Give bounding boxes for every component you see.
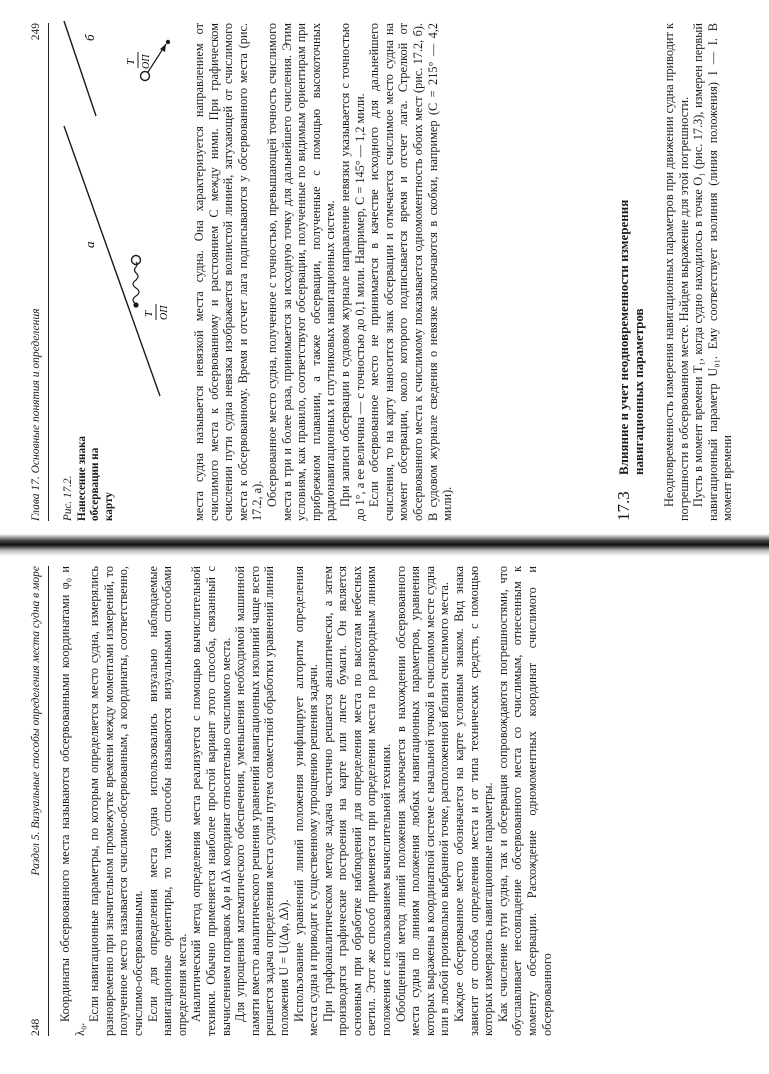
paragraph: Обобщенный метод линий положения заключается в нахождении обсервованного места судна по линиям положения любых навигационных параметров, уравнения которых выражены в координатной системе с начальной точкой в счислимом месте судна или в любой произвольно выбранной точке, расположенной вблизи счислимого места.	[393, 566, 452, 1036]
paragraph: Если обсервованное место не принимается в качестве исходного для дальнейшего счисления, то на карту наносится знак обсервации и отмечается счислимое место судна на момент обсервации, около которого подписывается время и отсчет лага. Стрелкой от обсервованного места к счислимому показывается одномоментность обоих мест (рис. 17.2, б). В судовом журнале сведения о невязке заключаются в скобки, например (C = 215° — 4,2 мили).	[367, 23, 455, 521]
figure-caption-number: Рис. 17.2.	[62, 475, 74, 521]
left-body-text	[58, 566, 554, 1036]
section-title: Влияние и учет неодновременности измерения навигационных параметров	[616, 199, 646, 475]
section-number: 17.3	[614, 491, 633, 521]
paragraph: Обсервованное место судна, полученное с точностью, превышающей точность счислимого места в три и более раза, принимается за исходную точку для дальнейшего счисления. Этим условиям, как правило, соответствуют обсервации, полученные по видимым ориентирам при прибрежном плавании, а также обсервации, полученные с помощью высокоточных радионавигационных и спутниковых навигационных систем.	[264, 23, 338, 521]
arrow-head-b	[160, 44, 166, 52]
dead-reckoning-point-b	[166, 40, 170, 44]
observation-circle-b	[141, 72, 150, 81]
paragraph: Если навигационные параметры, по которым определяется место судна, измерялись разновременно при значительном промежутке времени между моментами измерений, то полученное место называется счислимо-обсервованным, а координаты, соответственно, счислимо-обсервованными.	[87, 566, 145, 1036]
figure-mark-time-b: T	[125, 58, 137, 65]
observation-circle-a	[132, 256, 141, 265]
position-line-a	[64, 126, 160, 396]
figure-caption-text: Нанесение знака обсервации на карту	[75, 436, 115, 521]
figure-caption	[62, 429, 116, 521]
paragraph: Пусть в момент времени T₁, когда судно находилось в точке O₁ (рис. 17.3), измерен первый навигационный параметр U₀₁. Ему соответствует изолиния (линия положения) I — I. В момент времени	[691, 23, 735, 521]
paragraph: Каждое обсервованное место обозначается на карте условным знаком. Вид знака зависит от способа определения места и от типа технических средств, с помощью которых измерялись навигационные параметры.	[452, 566, 496, 1036]
paragraph: Неодновременность измерения навигационных параметров при движении судна приводит к погрешности в обсервованном месте. Найдем выражение для этой погрешности.	[662, 23, 691, 521]
discrepancy-wave-line	[133, 262, 139, 304]
paragraph: Если для определения места судна использовались визуально наблюдаемые навигационные ориентиры, то такие способы называются визуальными способами определения места.	[145, 566, 189, 1036]
figure-label-b: б	[82, 34, 97, 41]
paragraph: Для упрощения математического обеспечения, уменьшения необходимой машинной памяти вместо аналитического решения уравнений навигационных изолиний чаще всего решается задача определения места судна путем совместной обработки уравнений линий положения U = U(Δφ, Δλ).	[233, 566, 291, 1036]
figure-mark-time-a: T	[143, 310, 155, 317]
right-running-title: Глава 17. Основные понятия и определения	[30, 308, 42, 521]
section-body-text	[662, 23, 735, 521]
right-body-text	[192, 23, 455, 521]
left-running-title: Раздел 5. Визуальные способы определения места судна в море	[30, 566, 42, 876]
paragraph: Использование уравнений линий положения унифицирует алгоритм определения места судна и приводит к существенному упрощению решения задачи.	[291, 566, 321, 1036]
figure-label-a: а	[82, 241, 97, 248]
paragraph: При записи обсервации в судовом журнале направление невязки указывается с точностью до 1°, а ее величина — с точностью до 0,1 мили. Например, C = 145° — 1,2 мили.	[337, 23, 367, 521]
left-page-number: 248	[30, 1018, 42, 1036]
dead-reckoning-point	[133, 302, 138, 307]
figure-mark-log-b: ОП	[141, 54, 152, 69]
paragraph: Аналитический метод определения места реализуется с помощью вычислительной техники. Обычно применяется наиболее простой вариант этого способа, связанный с вычислением поправок Δφ и Δλ координат относительно счислимого места.	[189, 566, 233, 1036]
right-page-number: 249	[30, 23, 42, 41]
figure-17-2	[56, 16, 186, 416]
paragraph: Координаты обсервованного места называются обсервованными координатами φ₀ и λ₀.	[58, 566, 87, 1036]
figure-mark-log-a: ОП	[159, 305, 170, 320]
left-page	[0, 554, 769, 1074]
paragraph: Как счисление пути судна, так и обсервация сопровождаются погрешностями, что обуславливает несовпадение обсервованного места со счислимым, отнесенным к моменту обсервации. Расхождение одномоментных координат счислимого и обсервованного	[495, 566, 554, 1036]
paragraph: При графоаналитическом методе задача частично решается аналитически, а затем производятся графические построения на карте или листе бумаги. Он является основным при обработке наблюдений для определения места по высотам небесных светил. Этот же способ применяется при определении места по разнородным линиям положения с использованием вычислительной техники.	[320, 566, 394, 1036]
right-running-head	[30, 23, 49, 521]
left-running-head	[30, 566, 49, 1036]
paragraph: места судна называется невязкой места судна. Она характеризуется направлением от счислимого места к обсервованному и расстоянием C между ними. При графическом счислении пути судна невязка изображается волнистой линией, затухающей от счислимого места к обсервованному. Время и отсчет лага подписываются у обсервованного места (рис. 17.2, а).	[192, 23, 265, 521]
